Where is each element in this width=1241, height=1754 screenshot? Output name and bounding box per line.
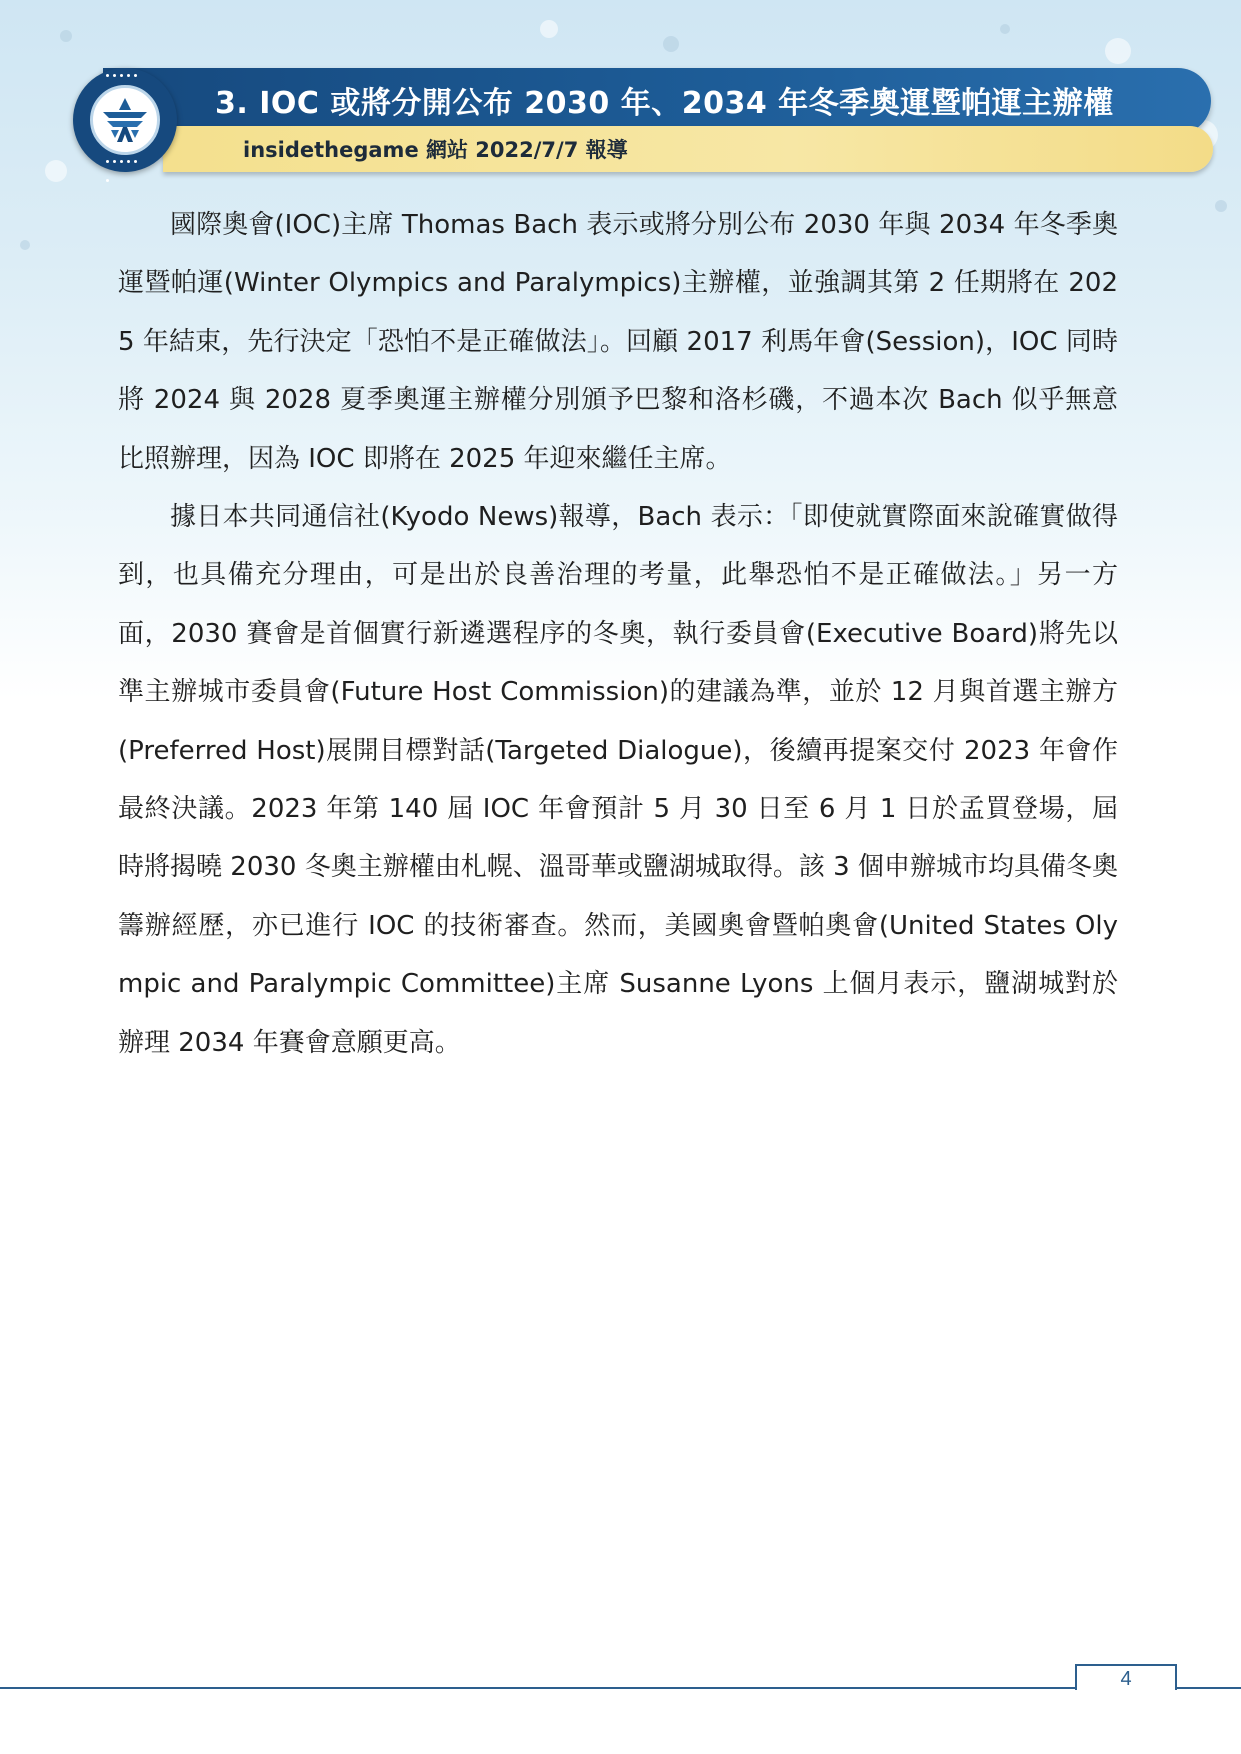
article-body xyxy=(118,196,1118,1072)
background-bokeh xyxy=(540,20,558,38)
paragraph-2: 據日本共同通信社(Kyodo News)報導，Bach 表示：「即使就實際面來說確實做得到，也具備充分理由，可是出於良善治理的考量，此舉恐怕不是正確做法。」另一方面，2030 賽會是首個實行新遴選程序的冬奧，執行委員會(Executive Board)將先以準主辦城市委員會(Future Host Commission)的建議為準，並於 12 月與首選主辦方(Preferred Host)展開目標對話(Targeted Dialogue)，後續再提案交付 2023 年會作最終決議。2023 年第 140 屆 IOC 年會預計 5 月 30 日至 6 月 1 日於孟買登場，屆時將揭曉 2030 冬奧主辦權由札幌、溫哥華或鹽湖城取得。該 3 個申辦城市均具備冬奧籌辦經歷，亦已進行 IOC 的技術審查。然而，美國奧會暨帕奧會(United States Olympic and Paralympic Committee)主席 Susanne Lyons 上個月表示，鹽湖城對於辦理 2034 年賽會意願更高。 xyxy=(118,502,1118,1058)
background-bokeh xyxy=(1000,24,1010,34)
sports-administration-emblem-icon xyxy=(97,92,153,148)
paragraph-1: 國際奧會(IOC)主席 Thomas Bach 表示或將分別公布 2030 年與 2034 年冬季奧運暨帕運(Winter Olympics and Paralympics)主辦權，並強調其第 2 任期將在 2025 年結束，先行決定「恐怕不是正確做法」。回顧 2017 利馬年會(Session)，IOC 同時將 2024 與 2028 夏季奧運主辦權分別頒予巴黎和洛杉磯，不過本次 Bach 似乎無意比照辦理，因為 IOC 即將在 2025 年迎來繼任主席。 xyxy=(118,210,1118,474)
background-bokeh xyxy=(1215,200,1227,212)
background-bokeh xyxy=(20,240,30,250)
page-title: 3. IOC 或將分開公布 2030 年、2034 年冬季奧運暨帕運主辦權 xyxy=(215,86,1114,121)
background-bokeh xyxy=(663,36,679,52)
page-number: 4 xyxy=(1120,1668,1132,1690)
emblem-circle xyxy=(90,85,160,155)
emblem-dots-bottom xyxy=(106,160,146,166)
emblem-badge xyxy=(73,68,177,172)
background-bokeh xyxy=(45,160,67,182)
page-subtitle: insidethegame 網站 2022/7/7 報導 xyxy=(243,138,628,162)
background-bokeh xyxy=(1105,38,1131,64)
footer-divider xyxy=(0,1687,1241,1689)
background-bokeh xyxy=(60,30,72,42)
emblem-dots-top xyxy=(106,74,146,80)
